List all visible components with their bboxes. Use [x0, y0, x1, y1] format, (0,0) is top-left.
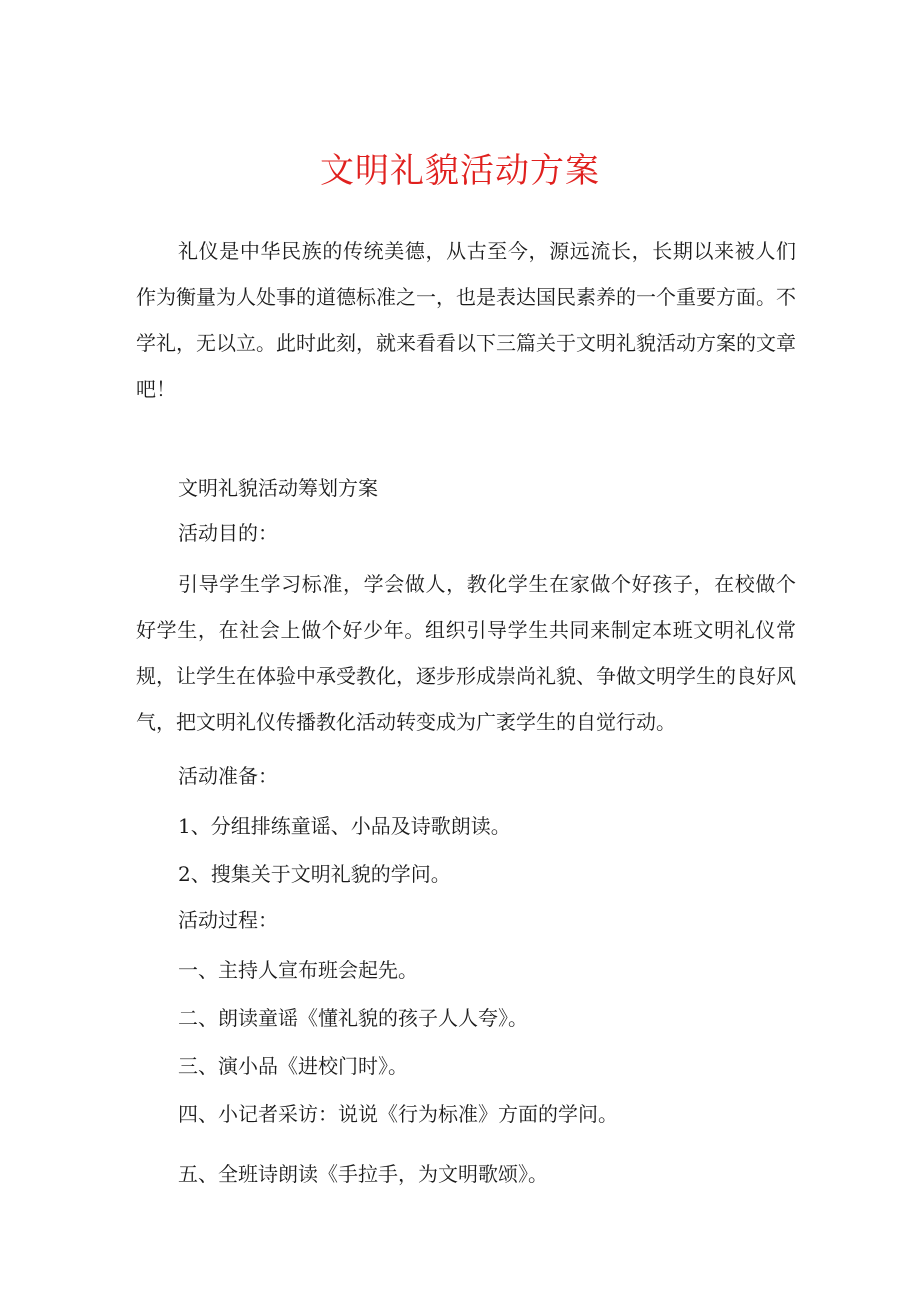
process-item-5: 五、全班诗朗读《手拉手，为文明歌颂》。: [178, 1162, 548, 1186]
process-heading: 活动过程：: [178, 908, 278, 932]
purpose-paragraph: 引导学生学习标准，学会做人，教化学生在家做个好孩子，在校做个好学生，在社会上做个好少年。组织引导学生共同来制定本班文明礼仪常规，让学生在体验中承受教化，逐步形成崇尚礼貌、争做文明学生的良好风气，把文明礼仪传播教化活动转变成为广袤学生的自觉行动。: [136, 572, 796, 734]
prep-item-2: 2、搜集关于文明礼貌的学问。: [178, 862, 451, 886]
intro-paragraph: 礼仪是中华民族的传统美德，从古至今，源远流长，长期以来被人们作为衡量为人处事的道德标准之一，也是表达国民素养的一个重要方面。不学礼，无以立。此时此刻，就来看看以下三篇关于文明礼貌活动方案的文章吧！: [136, 239, 796, 401]
section-title: 文明礼貌活动筹划方案: [178, 476, 378, 500]
purpose-heading: 活动目的：: [178, 521, 278, 545]
process-item-3: 三、演小品《进校门时》。: [178, 1054, 408, 1078]
process-item-1: 一、主持人宣布班会起先。: [178, 958, 418, 982]
prep-heading: 活动准备：: [178, 764, 278, 788]
process-item-4: 四、小记者采访：说说《行为标准》方面的学问。: [178, 1102, 618, 1126]
prep-item-1: 1、分组排练童谣、小品及诗歌朗读。: [178, 814, 511, 838]
document-title: 文明礼貌活动方案: [320, 151, 600, 191]
process-item-2: 二、朗读童谣《懂礼貌的孩子人人夸》。: [178, 1006, 528, 1030]
